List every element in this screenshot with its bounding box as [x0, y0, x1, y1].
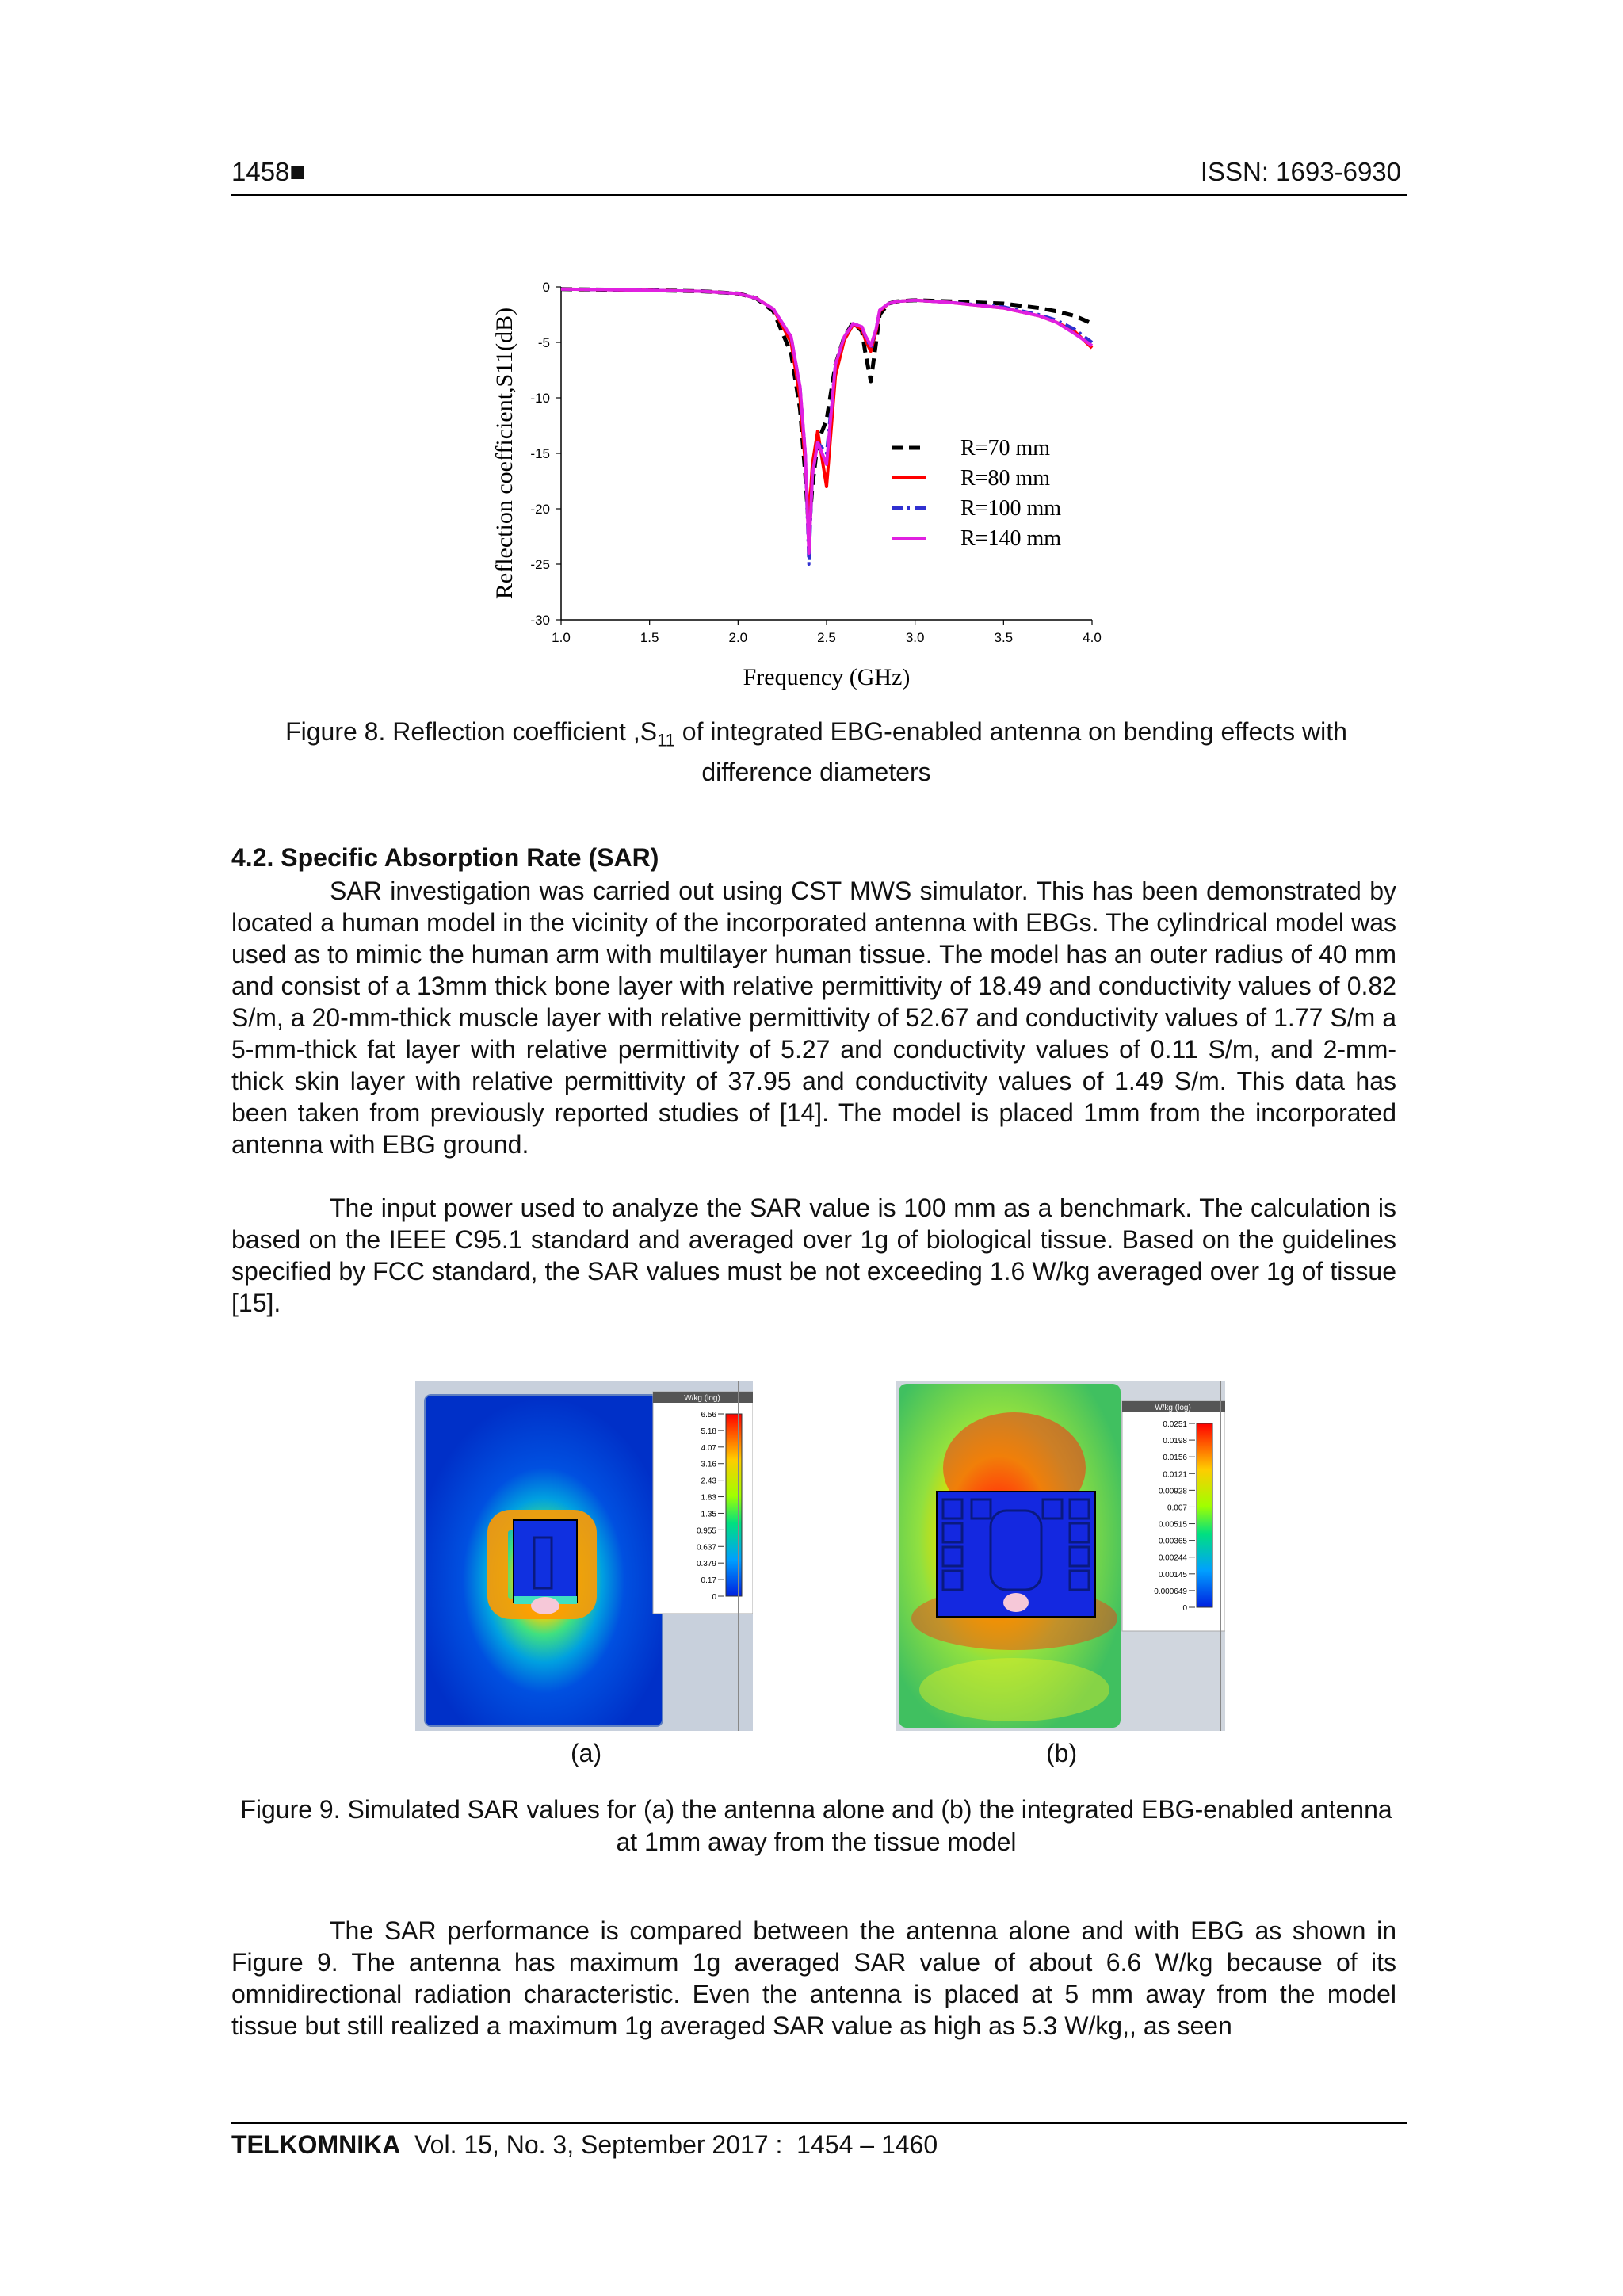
- x-tick-label: 2.0: [728, 630, 748, 645]
- figure-9-caption: Figure 9. Simulated SAR values for (a) the antenna alone and (b) the integrated EBG-enabled antenna at 1mm away from the tissue model: [240, 1795, 1392, 1856]
- sar-b-colorbar-tick: 0.00244: [1158, 1553, 1187, 1563]
- y-tick-label: -5: [537, 335, 550, 350]
- sar-a-colorbar-tick: 0.379: [696, 1560, 716, 1569]
- paragraph-1-text: SAR investigation was carried out using CST MWS simulator. This has been demonstrated by located a human model in the vicinity of the incorporated antenna with EBGs. The cylindrical model was used as to mimic the human arm with multilayer human tissue. The model has an outer radius of 40 mm and consist of a 13mm thick bone layer with relative permittivity of 18.49 and conductivity values of 0.82 S/m, a 20-mm-thick muscle layer with relative permittivity of 52.67 and conductivity values of 1.77 S/m a 5-mm-thick fat layer with relative permittivity of 5.27 and conductivity values of 0.11 S/m, and 2-mm-thick skin layer with relative permittivity of 37.95 and conductivity values of 1.49 S/m. This data has been taken from previously reported studies of [14]. The model is placed 1mm from the incorporated antenna with EBG ground.: [231, 877, 1396, 1159]
- footer: [231, 2130, 938, 2160]
- sar-a-colorbar-tick: 1.83: [701, 1493, 716, 1503]
- series-line-1: [561, 289, 1092, 531]
- figure-9a-label: (a): [571, 1739, 602, 1767]
- legend-label-2: R=80 mm: [960, 466, 1051, 491]
- legend-label-4: R=140 mm: [960, 526, 1062, 551]
- sar-a-colorbar-tick: 0.637: [696, 1543, 716, 1553]
- sar-b-colorbar-tick: 0.00145: [1158, 1570, 1187, 1580]
- x-tick-label: 1.0: [552, 630, 571, 645]
- x-tick-label: 4.0: [1083, 630, 1102, 645]
- sar-a-colorbar-tick: 0.17: [701, 1576, 716, 1586]
- sar-b-colorbar-tick: 0.00365: [1158, 1537, 1187, 1546]
- paragraph-3: [231, 1915, 1396, 2042]
- sar-a-colorbar-tick: 0.955: [696, 1526, 716, 1536]
- y-tick-label: -10: [530, 391, 550, 406]
- sar-a-colorbar-tick: 2.43: [701, 1477, 716, 1486]
- sar-a-colorbar-tick: 3.16: [701, 1460, 716, 1469]
- paragraph-2-text: The input power used to analyze the SAR value is 100 mm as a benchmark. The calculation is based on the IEEE C95.1 standard and averaged over 1g of biological tissue. Based on the guidelines specified by FCC standard, the SAR values must be not exceeding 1.6 W/kg averaged over 1g of tissue [15].: [231, 1194, 1396, 1317]
- sar-a-colorbar-tick: 4.07: [701, 1443, 716, 1453]
- sar-b-colorbar-tick: 0.00515: [1158, 1520, 1187, 1530]
- header-rule: [231, 194, 1407, 196]
- sar-a-colorbar-tick: 6.56: [701, 1411, 716, 1419]
- issn: ISSN: 1693-6930: [1200, 157, 1401, 186]
- sar-b-colorbar-tick: 0.0156: [1163, 1454, 1187, 1463]
- sar-b-colorbar-tick: 0.000649: [1154, 1587, 1187, 1596]
- figure-8-caption: [231, 716, 1401, 789]
- x-tick-label: 3.5: [994, 630, 1014, 645]
- sar-b-colorbar-tick: 0.0251: [1163, 1420, 1187, 1429]
- sar-b-unit: W/kg (log): [1155, 1404, 1191, 1412]
- x-tick-label: 3.0: [905, 630, 925, 645]
- sar-a-unit: W/kg (log): [684, 1394, 720, 1403]
- figure-8-caption-sub: 11: [657, 730, 675, 751]
- y-tick-label: -20: [530, 502, 550, 517]
- figure-8-caption-after: of integrated EBG-enabled antenna on bending effects with difference diameters: [674, 717, 1347, 787]
- paragraph-1: [231, 875, 1396, 1160]
- sar-b-colorbar-tick: 0.007: [1167, 1503, 1187, 1513]
- sar-b-colorbar-tick: 0: [1182, 1604, 1187, 1613]
- y-tick-label: -25: [530, 557, 550, 572]
- x-axis-label: Frequency (GHz): [743, 664, 911, 690]
- y-tick-label: -30: [530, 613, 550, 628]
- y-tick-label: 0: [542, 280, 550, 295]
- figure-8-caption-before: Figure 8. Reflection coefficient ,S: [285, 717, 658, 746]
- legend-label-3: R=100 mm: [960, 496, 1062, 521]
- x-tick-label: 1.5: [640, 630, 659, 645]
- y-axis-label: Reflection coefficient,S11(dB): [491, 307, 517, 600]
- sar-a-colorbar-tick: 0: [712, 1593, 716, 1602]
- footer-details: Vol. 15, No. 3, September 2017 : 1454 – 1460: [400, 2130, 938, 2159]
- sar-b-colorbar-tick: 0.00928: [1158, 1487, 1187, 1496]
- section-title: 4.2. Specific Absorption Rate (SAR): [231, 843, 659, 872]
- sar-a-colorbar-tick: 5.18: [701, 1427, 716, 1436]
- page-number: 1458■: [231, 157, 306, 186]
- series-line-3: [561, 289, 1092, 564]
- paragraph-2: [231, 1192, 1396, 1319]
- footer-rule: [231, 2122, 1407, 2124]
- figure-9b-label: (b): [1046, 1739, 1078, 1767]
- paragraph-3-text: The SAR performance is compared between the antenna alone and with EBG as shown in Figure 9. The antenna has maximum 1g averaged SAR value of about 6.6 W/kg because of its omnidirectional radiation characteristic. Even the antenna is placed at 5 mm away from the model tissue but still realized a maximum 1g averaged SAR value as high as 5.3 W/kg,, as seen: [231, 1916, 1396, 2040]
- sar-image-ebg-antenna: [896, 1381, 1225, 1731]
- x-tick-label: 2.5: [817, 630, 836, 645]
- sar-image-antenna-alone: [415, 1381, 753, 1731]
- sar-a-colorbar-tick: 1.35: [701, 1510, 716, 1519]
- footer-journal: TELKOMNIKA: [231, 2130, 401, 2159]
- s11-chart: [475, 266, 1125, 697]
- sar-b-colorbar-tick: 0.0198: [1163, 1437, 1187, 1446]
- legend-label-1: R=70 mm: [960, 436, 1051, 460]
- y-tick-label: -15: [530, 446, 550, 461]
- sar-b-colorbar-tick: 0.0121: [1163, 1470, 1187, 1480]
